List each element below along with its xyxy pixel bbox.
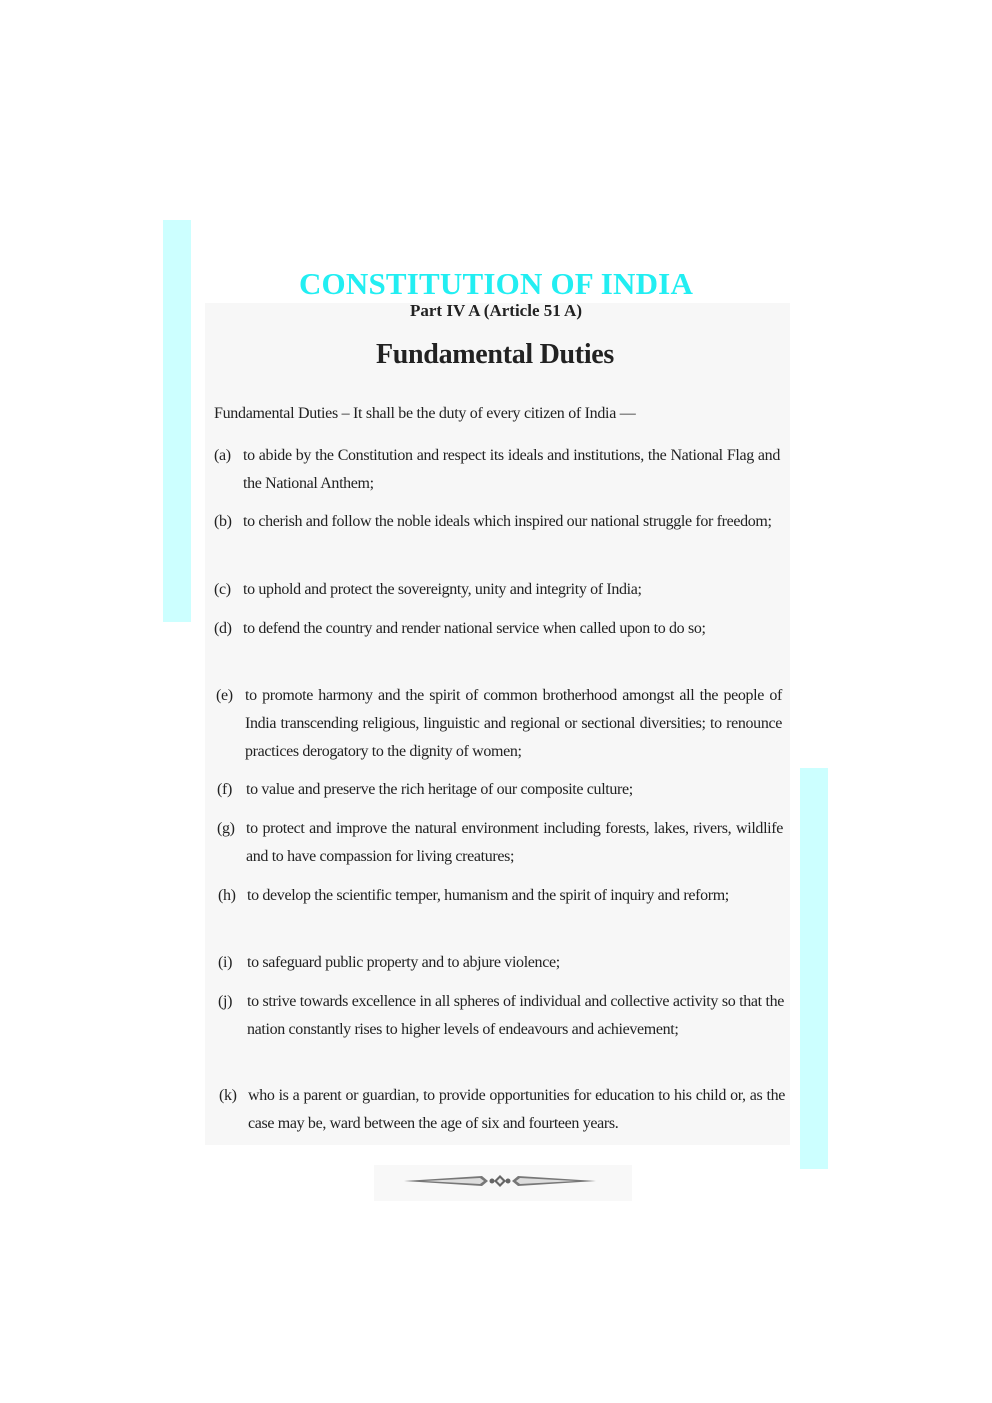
section-heading: Fundamental Duties: [375, 339, 615, 370]
decorative-bar-right: [800, 768, 828, 1169]
ornament-divider-icon: [404, 1172, 596, 1190]
duty-label: (i): [218, 954, 233, 971]
duty-label: (e): [216, 687, 233, 704]
duty-label: (g): [217, 820, 235, 837]
duty-item: [216, 682, 782, 766]
duty-label: (j): [218, 993, 233, 1010]
duty-text: to safeguard public property and to abjure violence;: [247, 954, 560, 971]
duty-item: [217, 776, 783, 804]
duty-text: to abide by the Constitution and respect its ideals and institutions, the National Flag and the National Anthem;: [243, 447, 780, 492]
duty-label: (c): [214, 581, 231, 598]
duty-item: [219, 1082, 785, 1138]
duty-text: to uphold and protect the sovereignty, unity and integrity of India;: [243, 581, 642, 598]
duty-label: (a): [214, 447, 231, 464]
duty-label: (b): [214, 513, 232, 530]
duty-item: [214, 508, 780, 536]
duty-label: (f): [217, 781, 232, 798]
document-subtitle: Part IV A (Article 51 A): [409, 301, 582, 320]
duty-item: [214, 576, 780, 604]
duty-text: to develop the scientific temper, humanism and the spirit of inquiry and reform;: [247, 887, 729, 904]
duty-text: who is a parent or guardian, to provide opportunities for education to his child or, as the case may be, ward between the age of six and fourteen years.: [248, 1087, 785, 1132]
duty-text: to protect and improve the natural environment including forests, lakes, rivers, wildlife and to have compassion for living creatures;: [246, 820, 783, 865]
duty-text: to value and preserve the rich heritage of our composite culture;: [246, 781, 633, 798]
duty-label: (h): [218, 887, 236, 904]
duty-text: to defend the country and render national service when called upon to do so;: [243, 620, 706, 637]
document-title: CONSTITUTION OF INDIA: [298, 266, 694, 301]
duty-label: (k): [219, 1087, 237, 1104]
duty-item: [217, 815, 783, 871]
intro-text: Fundamental Duties – It shall be the duty of every citizen of India —: [214, 405, 636, 422]
duty-text: to promote harmony and the spirit of common brotherhood amongst all the people of India transcending religious, linguistic and regional or sectional diversities; to renounce practices derogatory to the dignity of women;: [245, 687, 782, 760]
duty-label: (d): [214, 620, 232, 637]
duty-item: [218, 988, 784, 1044]
duty-text: to strive towards excellence in all spheres of individual and collective activity so that the nation constantly rises to higher levels of endeavours and achievement;: [247, 993, 784, 1038]
duty-item: [218, 882, 784, 910]
duty-text: to cherish and follow the noble ideals which inspired our national struggle for freedom;: [243, 513, 772, 530]
duty-item: [214, 442, 780, 498]
duty-item: [218, 949, 784, 977]
duty-item: [214, 615, 780, 643]
